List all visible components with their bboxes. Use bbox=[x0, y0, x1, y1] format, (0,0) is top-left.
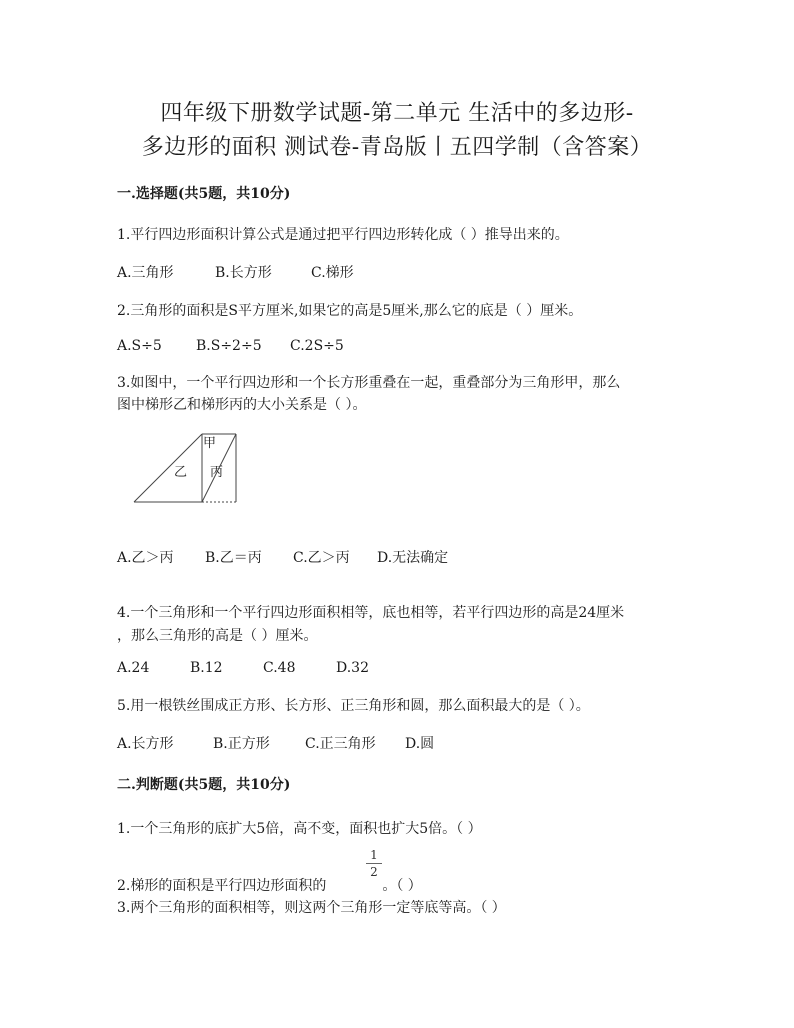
section-judge-heading: 二.判断题(共5题，共10分) bbox=[117, 777, 291, 793]
judge-2-text: 2.梯形的面积是平行四边形面积的 bbox=[117, 878, 327, 894]
question-5-options bbox=[117, 733, 434, 753]
fraction-numerator: 1 bbox=[370, 848, 378, 862]
parallelogram-left-side bbox=[134, 434, 202, 502]
question-2: 2.三角形的面积是S平方厘米,如果它的高是5厘米,那么它的底是（ ）厘米。 bbox=[117, 303, 583, 319]
title-line-1: 四年级下册数学试题-第二单元 生活中的多边形- bbox=[160, 101, 634, 126]
option-d: D.32 bbox=[336, 660, 369, 676]
option-b: B.12 bbox=[190, 660, 223, 676]
option-c: C.48 bbox=[263, 660, 296, 676]
question-4-line-2: ，那么三角形的高是（ ）厘米。 bbox=[117, 628, 318, 644]
label-jia: 甲 bbox=[203, 436, 217, 451]
option-c: C.梯形 bbox=[311, 265, 354, 281]
option-b: B.乙＝丙 bbox=[205, 550, 262, 566]
parallelogram-rectangle-figure bbox=[130, 430, 240, 506]
judge-3: 3.两个三角形的面积相等，则这两个三角形一定等底等高。（ ） bbox=[117, 900, 506, 916]
question-2-options bbox=[117, 338, 344, 354]
question-3-options bbox=[117, 547, 448, 567]
option-a: A.24 bbox=[117, 660, 150, 676]
fraction-denominator: 2 bbox=[370, 865, 378, 879]
question-1-options bbox=[117, 262, 354, 282]
section-choice-heading: 一.选择题(共5题，共10分) bbox=[117, 186, 291, 202]
question-4-line-1: 4.一个三角形和一个平行四边形面积相等，底也相等，若平行四边形的高是24厘米 bbox=[117, 605, 625, 621]
option-c: C.2S÷5 bbox=[290, 338, 344, 354]
question-4-options bbox=[117, 660, 369, 676]
question-5: 5.用一根铁丝围成正方形、长方形、正三角形和圆，那么面积最大的是（ ）。 bbox=[117, 698, 590, 714]
option-a: A.乙＞丙 bbox=[117, 550, 174, 566]
option-c: C.乙＞丙 bbox=[293, 550, 350, 566]
option-d: D.圆 bbox=[405, 736, 435, 752]
option-a: A.三角形 bbox=[117, 265, 174, 281]
option-a: A.S÷5 bbox=[117, 338, 162, 354]
question-1: 1.平行四边形面积计算公式是通过把平行四边形转化成（ ）推导出来的。 bbox=[117, 227, 569, 243]
title-line-2: 多边形的面积 测试卷-青岛版丨五四学制（含答案） bbox=[141, 135, 653, 160]
label-yi: 乙 bbox=[174, 465, 188, 480]
question-3-line-1: 3.如图中，一个平行四边形和一个长方形重叠在一起，重叠部分为三角形甲，那么 bbox=[117, 375, 621, 391]
label-bing: 丙 bbox=[210, 465, 224, 480]
option-a: A.长方形 bbox=[117, 736, 174, 752]
option-b: B.长方形 bbox=[215, 265, 272, 281]
judge-2 bbox=[117, 875, 422, 895]
option-d: D.无法确定 bbox=[377, 550, 449, 566]
option-c: C.正三角形 bbox=[305, 736, 376, 752]
judge-1: 1.一个三角形的底扩大5倍，高不变，面积也扩大5倍。（ ） bbox=[117, 821, 482, 837]
judge-2-blank: 。（ ） bbox=[382, 878, 422, 894]
option-b: B.S÷2÷5 bbox=[196, 338, 262, 354]
question-3-line-2: 图中梯形乙和梯形丙的大小关系是（ ）。 bbox=[117, 397, 367, 413]
fraction-bar bbox=[366, 863, 382, 864]
option-b: B.正方形 bbox=[213, 736, 270, 752]
